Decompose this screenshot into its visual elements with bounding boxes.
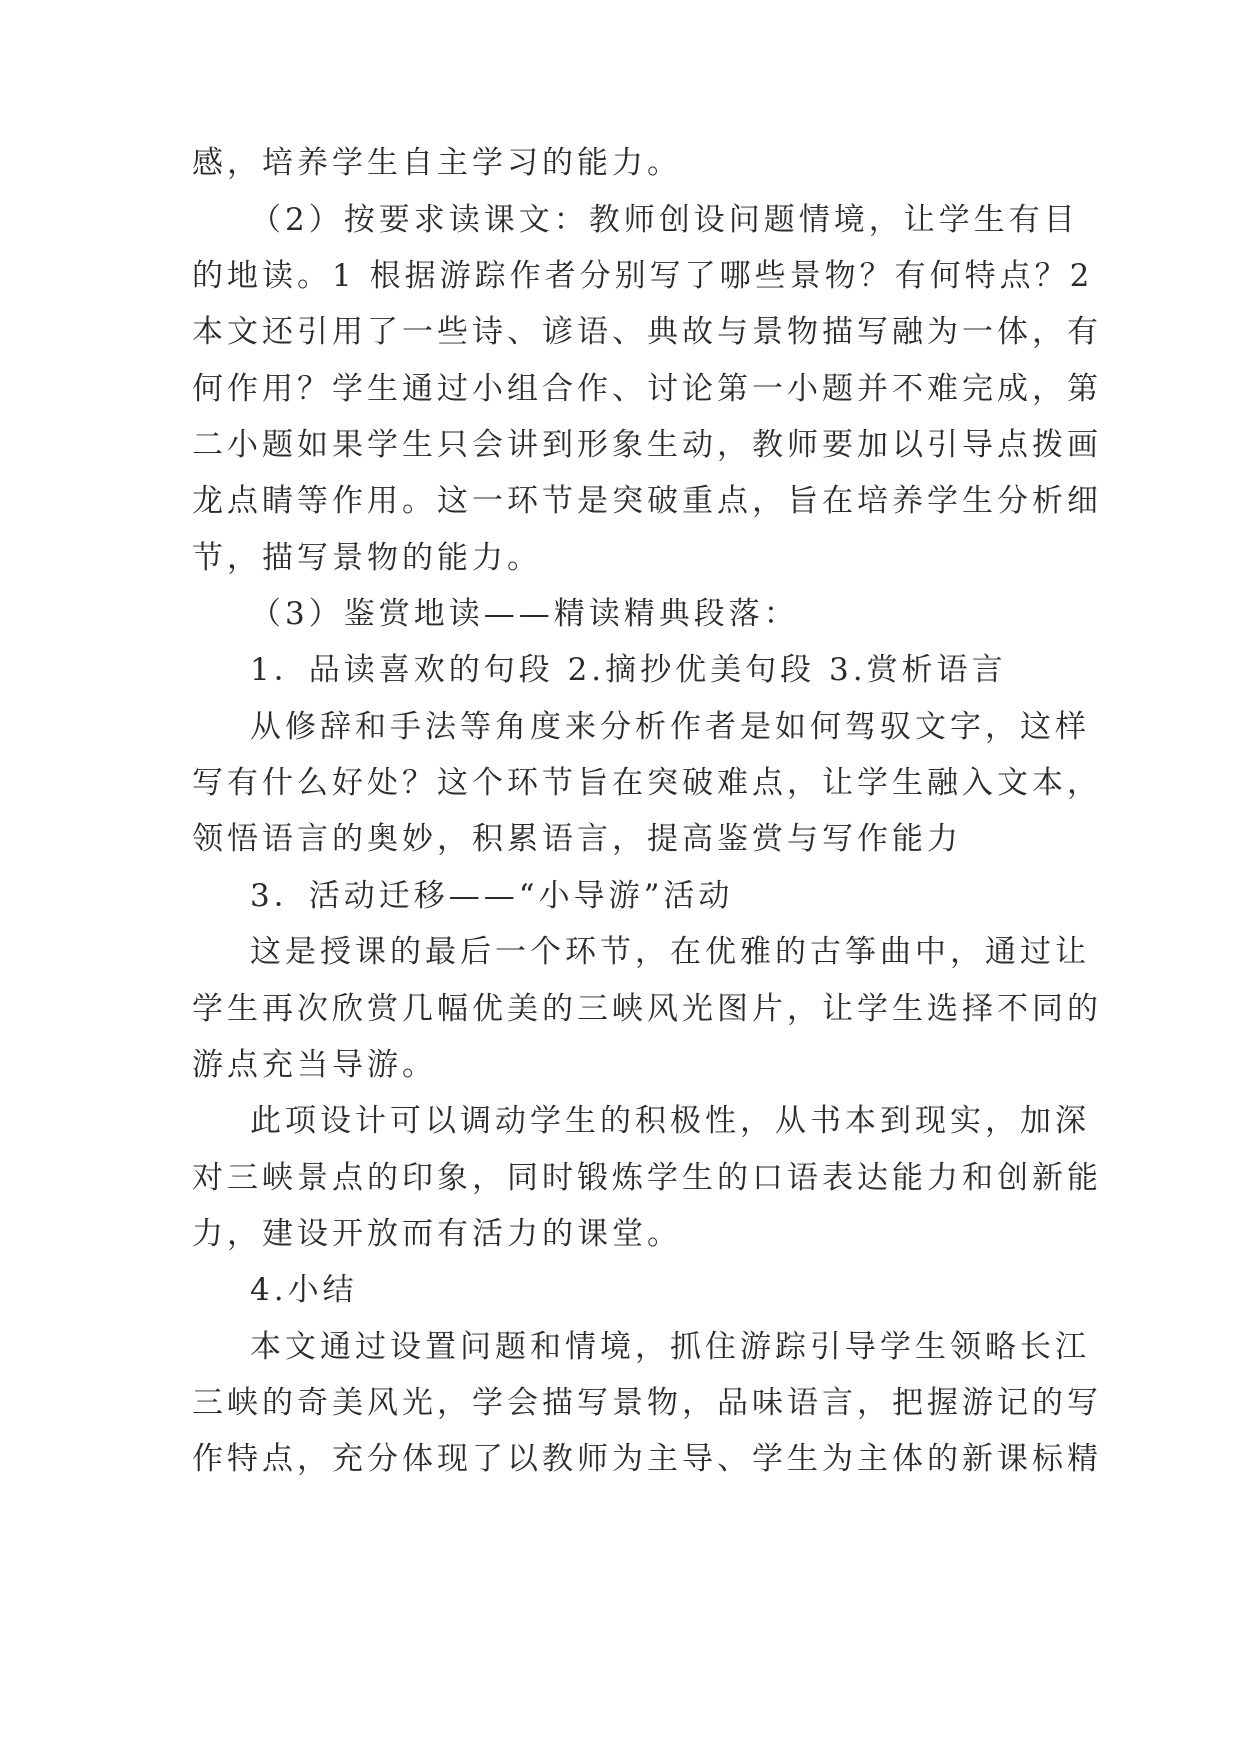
paragraph-line: 此项设计可以调动学生的积极性，从书本到现实，加深 bbox=[250, 1103, 1090, 1139]
paragraph-line: 写有什么好处？这个环节旨在突破难点，让学生融入文本， bbox=[192, 765, 1102, 801]
paragraph-line: 力，建设开放而有活力的课堂。 bbox=[192, 1216, 682, 1252]
paragraph-line: （3）鉴赏地读——精读精典段落： bbox=[250, 596, 799, 632]
paragraph-line: 龙点睛等作用。这一环节是突破重点，旨在培养学生分析细 bbox=[192, 483, 1102, 519]
paragraph-line: 何作用？学生通过小组合作、讨论第一小题并不难完成，第 bbox=[192, 371, 1102, 407]
paragraph-line: 感，培养学生自主学习的能力。 bbox=[192, 145, 682, 181]
paragraph-line: 二小题如果学生只会讲到形象生动，教师要加以引导点拨画 bbox=[192, 427, 1102, 463]
paragraph-line: 4.小结 bbox=[250, 1272, 358, 1308]
paragraph-line: 领悟语言的奥妙，积累语言，提高鉴赏与写作能力 bbox=[192, 821, 962, 857]
paragraph-line: 节，描写景物的能力。 bbox=[192, 540, 542, 576]
paragraph-line: 本文还引用了一些诗、谚语、典故与景物描写融为一体，有 bbox=[192, 314, 1102, 350]
paragraph-line: 3．活动迁移——“小导游”活动 bbox=[250, 878, 734, 914]
paragraph-line: 1．品读喜欢的句段 2.摘抄优美句段 3.赏析语言 bbox=[250, 652, 1007, 688]
paragraph-line: （2）按要求读课文：教师创设问题情境，让学生有目 bbox=[250, 202, 1079, 238]
paragraph-line: 这是授课的最后一个环节，在优雅的古筝曲中，通过让 bbox=[250, 934, 1090, 970]
paragraph-line: 学生再次欣赏几幅优美的三峡风光图片，让学生选择不同的 bbox=[192, 991, 1102, 1027]
paragraph-line: 游点充当导游。 bbox=[192, 1047, 437, 1083]
paragraph-line: 从修辞和手法等角度来分析作者是如何驾驭文字，这样 bbox=[250, 709, 1090, 745]
paragraph-line: 三峡的奇美风光，学会描写景物，品味语言，把握游记的写 bbox=[192, 1385, 1102, 1421]
paragraph-line: 的地读。1 根据游踪作者分别写了哪些景物？有何特点？2 bbox=[192, 258, 1094, 294]
paragraph-line: 对三峡景点的印象，同时锻炼学生的口语表达能力和创新能 bbox=[192, 1160, 1102, 1196]
paragraph-line: 本文通过设置问题和情境，抓住游踪引导学生领略长江 bbox=[250, 1329, 1090, 1365]
paragraph-line: 作特点，充分体现了以教师为主导、学生为主体的新课标精 bbox=[192, 1441, 1102, 1477]
